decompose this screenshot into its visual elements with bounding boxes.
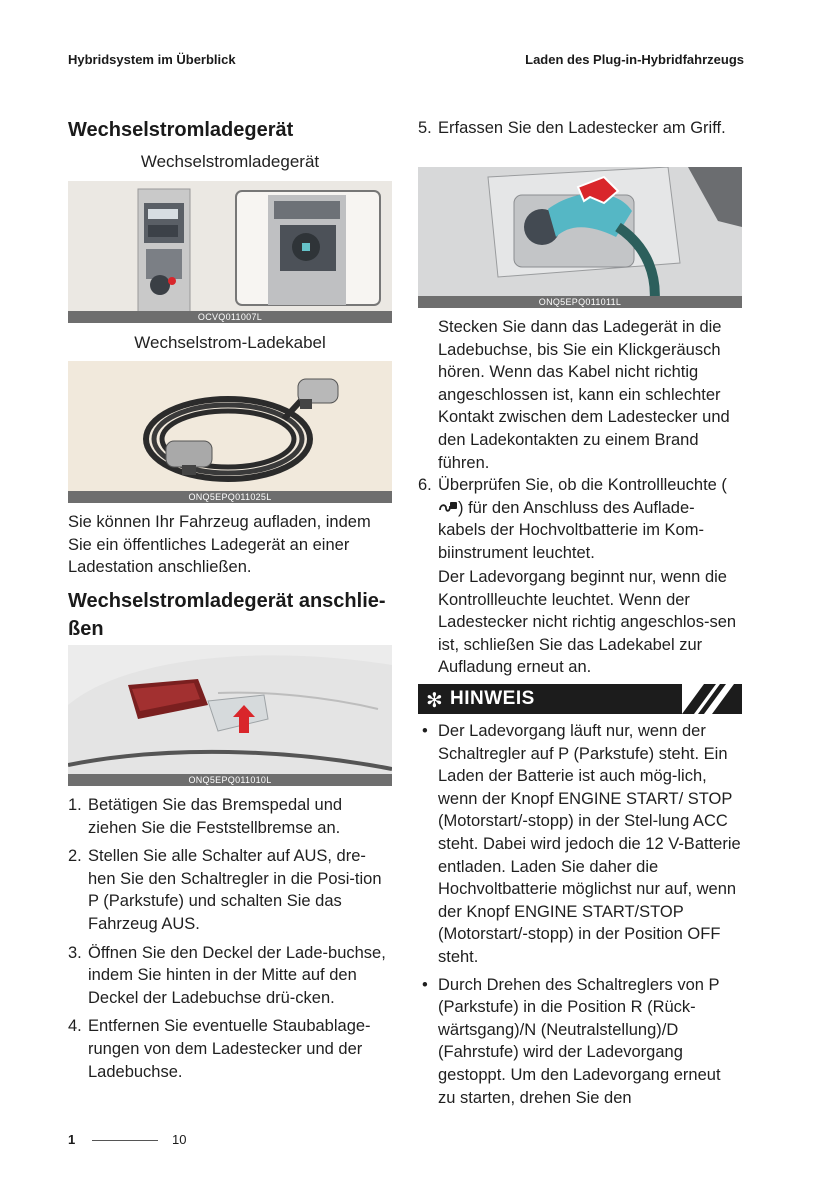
charging-cable-illustration (68, 361, 392, 503)
step-number: 4. (68, 1017, 82, 1036)
step-text: Erfassen Sie den Ladestecker am Griff. (438, 119, 726, 137)
decorative-slash-icon (682, 684, 742, 714)
step-number: 2. (68, 847, 82, 866)
footer-section-number: 1 (68, 1132, 76, 1147)
step-number: 3. (68, 943, 82, 962)
bullet-text: Durch Drehen des Schaltreglers von P (Parkstufe) in die Position R (Rück-wärtsgang)/N (Neutralstellung)/D (Fahrstufe) wird der Ladevorgang gestoppt. Um den Ladevorgang erneut zu starten, drehen Sie den (438, 975, 721, 1107)
figure-code: OCVQ011007L (68, 311, 392, 323)
step-text: Betätigen Sie das Bremspedal und ziehen Sie die Feststellbremse an. (88, 796, 343, 837)
section-heading-ac-charger: Wechselstromladegerät (68, 119, 294, 141)
figure-code: ONQ5EPQ011025L (68, 491, 392, 503)
note-bullet-list (418, 720, 742, 1114)
figure-charge-port-location (68, 645, 392, 786)
list-item-step-4 (68, 1015, 392, 1083)
charging-plug-illustration (418, 167, 742, 308)
list-item-step-3 (68, 942, 392, 1010)
figure-caption-ac-cable: Wechselstrom-Ladekabel (134, 333, 326, 352)
vehicle-rear-illustration (68, 645, 392, 786)
step-text: Entfernen Sie eventuelle Staubablage-rungen von dem Ladestecker und der Ladebuchse. (88, 1017, 371, 1081)
figure-grip-charging-plug (418, 167, 742, 308)
step-5-continuation: Stecken Sie dann das Ladegerät in die Ladebuchse, bis Sie ein Klickgeräusch hören. Wenn das Kabel nicht richtig angeschlossen ist, kann ein schlechter Kontakt zwischen dem Ladestecker und den Ladekontakten zu einem Brand führen. (438, 318, 730, 472)
list-item-step-5 (418, 117, 742, 140)
step-number: 5. (418, 119, 432, 137)
note-title: HINWEIS (450, 688, 535, 709)
step-text-b: ) für den Anschluss des Auflade-kabels der Hochvoltbatterie im Kom-biinstrument leuchtet. (438, 498, 704, 562)
section-heading-connect-charger: Wechselstromladegerät anschlie-ßen (68, 590, 386, 640)
step-text: Stellen Sie alle Schalter auf AUS, dre-hen Sie den Schaltregler in die Posi-tion P (Parkstufe) und schalten Sie das Fahrzeug AUS. (88, 847, 382, 933)
step-6-continuation: Der Ladevorgang beginnt nur, wenn die Kontrollleuchte leuchtet. Wenn der Ladestecker nicht richtig angeschlos-sen ist, schließen Sie das Ladekabel zur Aufladung erneut an. (438, 568, 737, 677)
bullet-text: Der Ladevorgang läuft nur, wenn der Schaltregler auf P (Parkstufe) steht. Ein Laden der Batterie ist auch mög-lich, wenn der Knopf ENGINE START/ STOP (Motorstart/-stopp) in der Stel-lung ACC steht. Dabei wird jedoch die 12 V-Batterie entladen. Laden Sie daher die Hochvoltbatterie möglichst nur auf, wenn der Knopf ENGINE START/STOP (Motorstart/-stopp) in der Position OFF steht. (438, 722, 741, 966)
list-item-step-1 (68, 794, 392, 839)
figure-code: ONQ5EPQ011011L (418, 296, 742, 308)
footer-page-number: 10 (172, 1132, 187, 1147)
step-5-block (418, 117, 742, 146)
running-header-left: Hybridsystem im Überblick (68, 52, 236, 67)
figure-code: ONQ5EPQ011010L (68, 774, 392, 786)
figure-ac-charging-cable (68, 361, 392, 503)
intro-paragraph: Sie können Ihr Fahrzeug aufladen, indem Sie ein öffentliches Ladegerät an einer Ladestation anschließen. (68, 513, 371, 577)
step-text-a: Überprüfen Sie, ob die Kontrollleuchte ( (438, 476, 727, 494)
list-item-step-2 (68, 845, 392, 935)
figure-ac-charger-station (68, 181, 392, 323)
footer-divider (92, 1140, 158, 1141)
bullet-icon: • (422, 722, 428, 740)
list-item-note-2 (418, 974, 742, 1110)
step-text: Öffnen Sie den Deckel der Lade-buchse, indem Sie hinten in der Mitte auf den Deckel der Ladebuchse drü-cken. (88, 943, 386, 1007)
charging-cable-indicator-icon (438, 498, 458, 512)
step-number: 6. (418, 476, 432, 494)
steps-list-left (68, 794, 392, 1089)
ac-charger-illustration (68, 181, 392, 323)
running-header-right: Laden des Plug-in-Hybridfahrzeugs (525, 52, 744, 67)
bullet-icon: • (422, 975, 428, 994)
list-item-note-1 (418, 720, 742, 969)
note-header-bar (418, 684, 742, 714)
note-asterisk-icon: ✻ (426, 690, 443, 712)
step-number: 1. (68, 796, 82, 814)
figure-caption-ac-charger: Wechselstromladegerät (140, 152, 320, 171)
list-item-step-6 (418, 474, 742, 564)
